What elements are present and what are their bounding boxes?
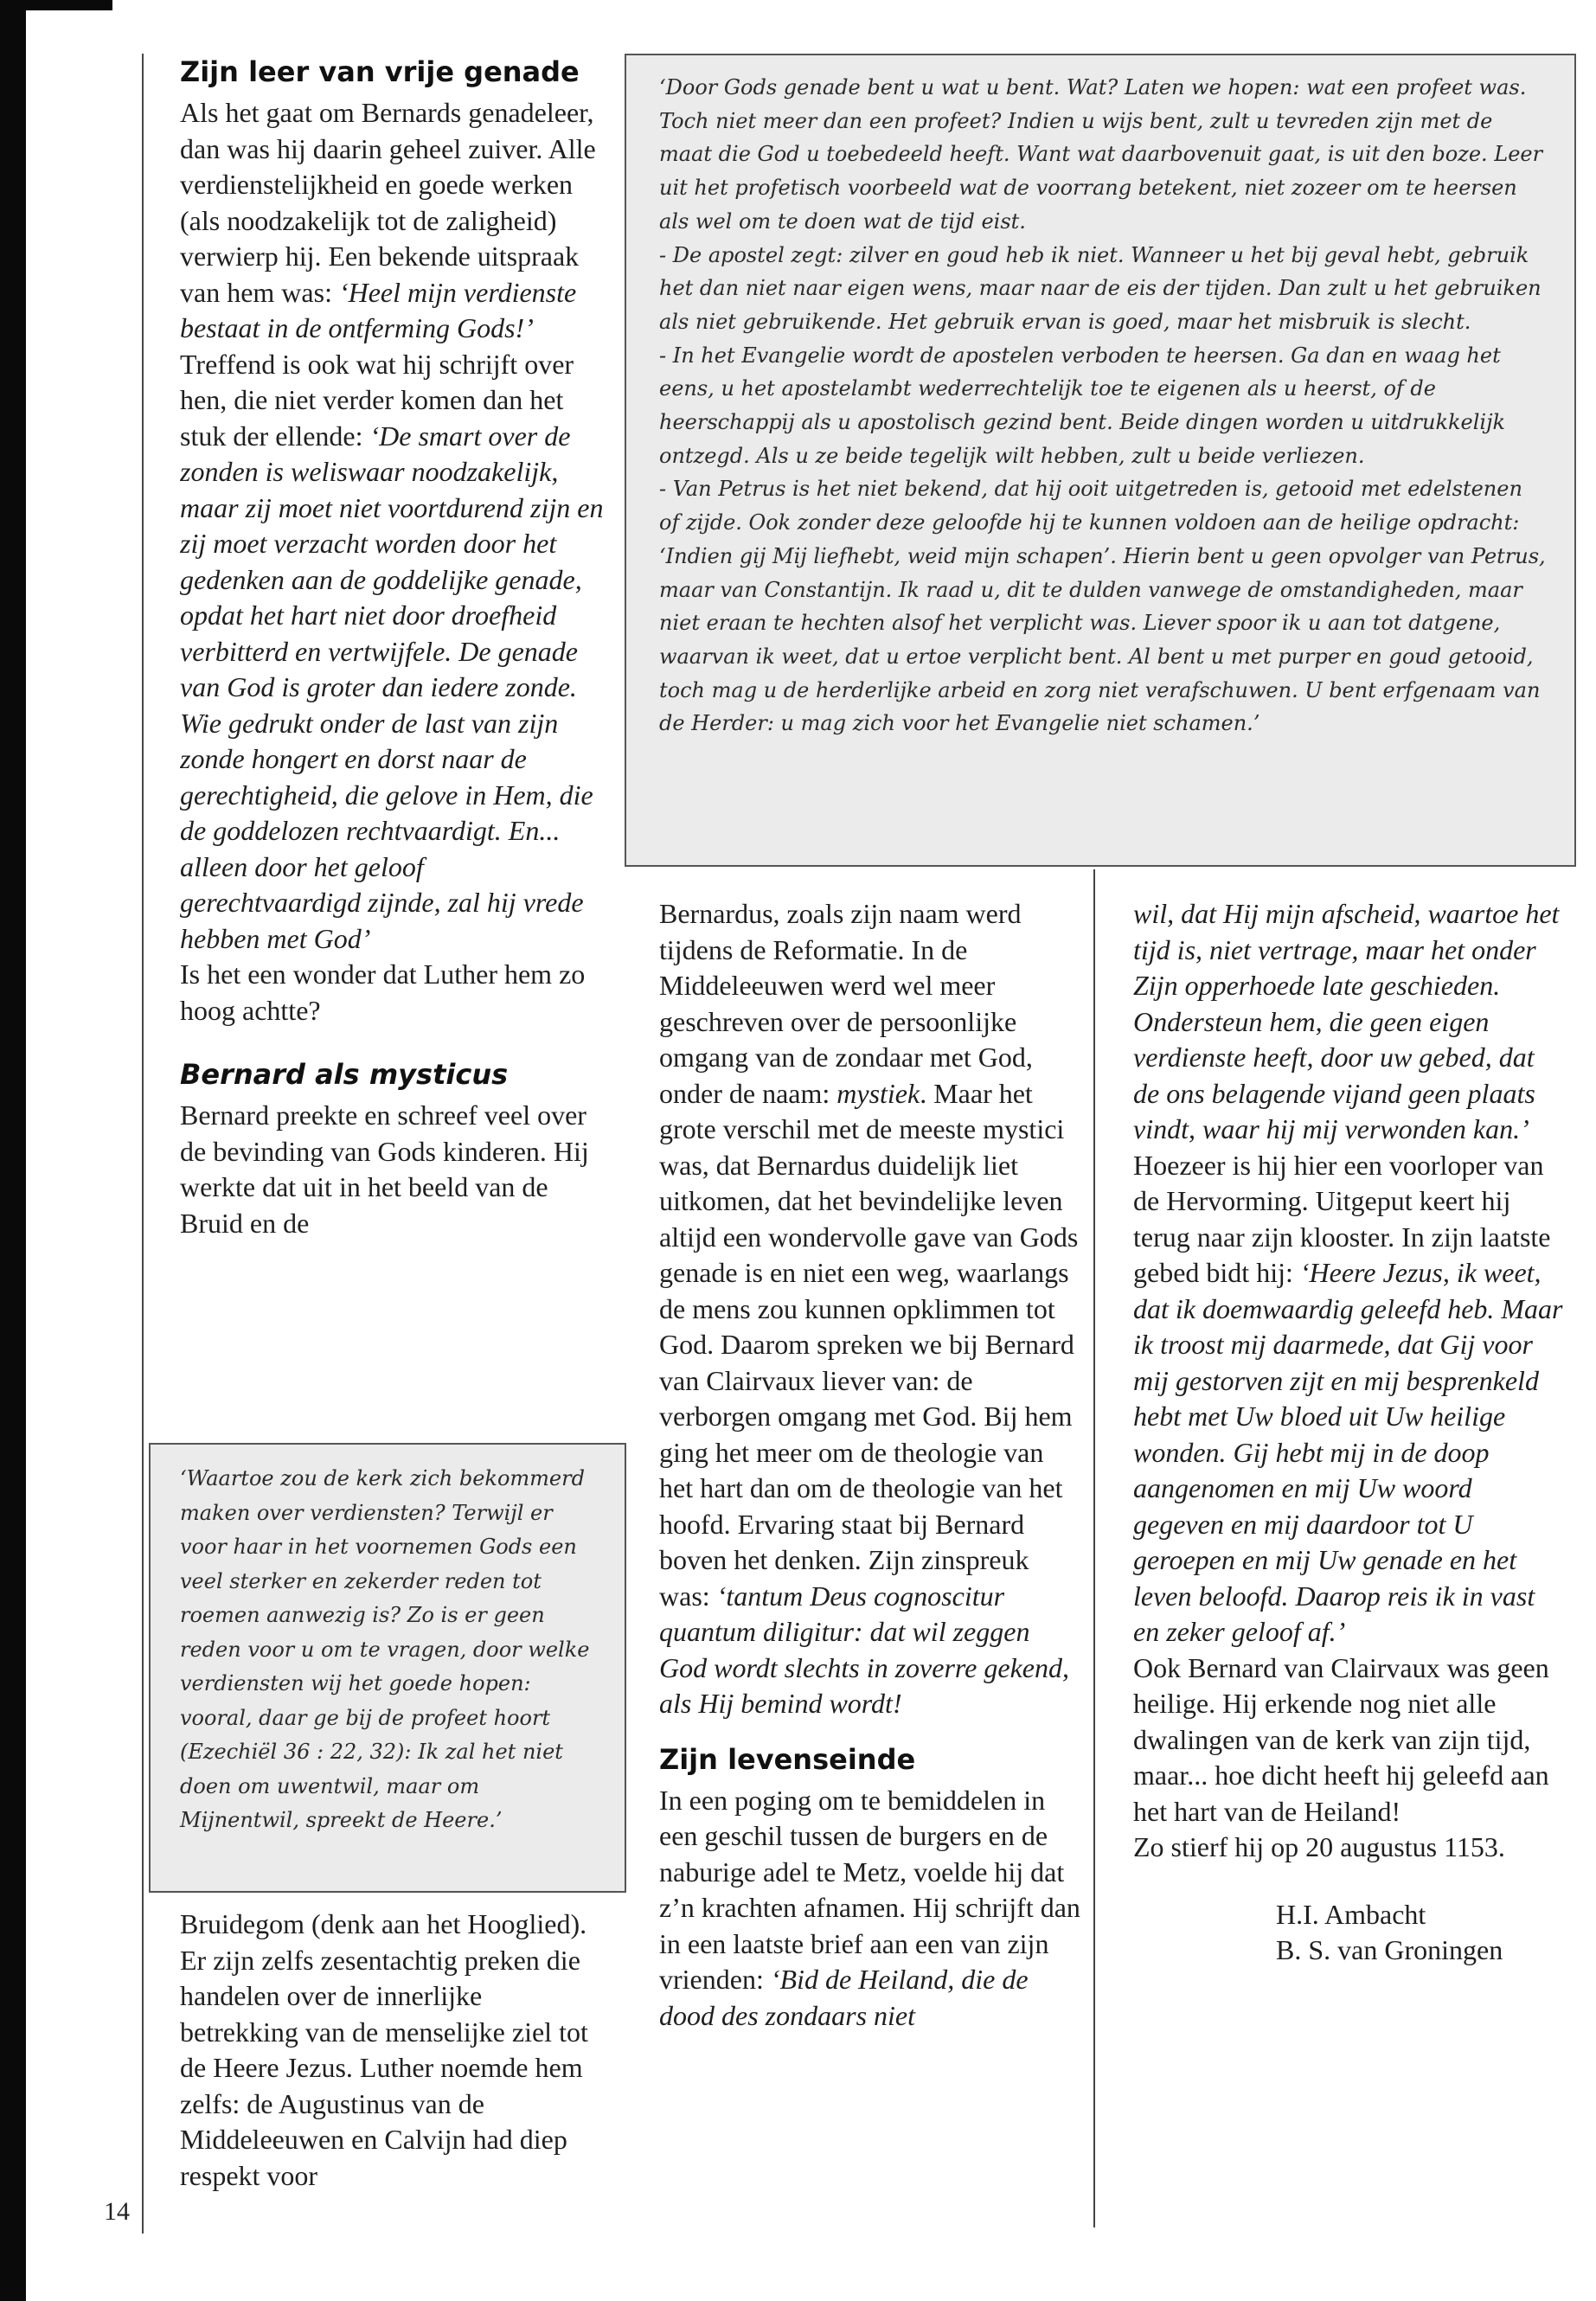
paragraph-bruidegom: Bruidegom (denk aan het Hooglied). Er zijn zelfs zesentachtig preken die handelen over de innerlijke betrekking van de menselijke ziel tot de Heere Jezus. Luther noemde hem zelfs: de Augustinus van de Middeleeuwen en Calvijn had diep respekt voor [180,1908,588,2191]
quote-box-para-2: - De apostel zegt: zilver en goud heb ik niet. Wanneer u het bij geval hebt, gebruik het dan niet naar eigen wens, maar naar de eis der tijden. Dan zult u het gebruiken als niet gebruikende. Het gebruik ervan is goed, maar het misbruik is slecht. [659,242,1542,334]
paragraph-luther: Is het een wonder dat Luther hem zo hoog achtte? [180,958,586,1026]
paragraph-stierf: Zo stierf hij op 20 augustus 1153. [1133,1831,1505,1862]
author-2: B. S. van Groningen [1276,1934,1503,1965]
quote-box-verdiensten [149,1443,626,1893]
heading-vrije-genade: Zijn leer van vrije genade [180,55,580,88]
quote-box-para-4: - Van Petrus is het niet bekend, dat hij ooit uitgetreden is, getooid met edelstenen of zijde. Ook zonder deze geloofde hij te kunnen voldoen aan de heilige opdracht: ‘Indien gij Mij liefhebt, weid mijn schapen’. Hierin bent u geen opvolger van Petrus, maar van Constantijn. Ik raad u, dit te dulden vanwege de omstandigheden, maar niet eraan te hechten alsof het verplicht was. Liever spoor ik u aan tot datgene, waarvan ik weet, dat u ertoe verplicht bent. Al bent u met purper en goud getooid, toch mag u de herderlijke arbeid en zorg niet verafschuwen. U bent erfgenaam van de Herder: u mag zich voor het Evangelie niet schamen.’ [659,477,1546,736]
paragraph-ellende: Treffend is ook wat hij schrijft over hen, die niet verder komen dan het stuk der ellende: ‘De smart over de zonden is weliswaar noodzakelijk, maar zij moet niet voortdurend zijn en zij moet verzacht worden door het gedenken aan de goddelijke genade, opdat het hart niet door droefheid verbitterd en vertwijfele. De genade van God is groter dan iedere zonde. Wie gedrukt onder de last van zijn zonde hongert en dorst naar de gerechtigheid, die gelove in Hem, die de goddelozen rechtvaardigt. En... alleen door het geloof gerechtvaardigd zijnde, zal hij vrede hebben met God’ [180,348,604,954]
column-1-top [180,52,604,1436]
paragraph-bevinding: Bernard preekte en schreef veel over de bevinding van Gods kinderen. Hij werkte dat uit in het beeld van de Bruid en de [180,1099,589,1239]
quote-box-para-3: - In het Evangelie wordt de apostelen verboden te heersen. Ga dan en waag het eens, u het apostelambt wederrechtelijk toe te eigenen als u heerst, of de heerschappij als u apostolisch gezind bent. Beide dingen worden u uitdrukkelijk ontzegd. Als u ze beide tegelijk wilt hebben, zult u beide verliezen. [659,343,1506,468]
paragraph-geen-heilige: Ook Bernard van Clairvaux was geen heilige. Hij erkende nog niet alle dwalingen van de kerk van zijn tijd, maar... hoe dicht heeft hij geleefd aan het hart van de Heiland! [1133,1651,1549,1827]
column-rule-left [142,54,144,2234]
heading-levenseinde: Zijn levenseinde [659,1742,916,1776]
paragraph-mystiek: Bernardus, zoals zijn naam werd tijdens de Reformatie. In de Middeleeuwen werd wel meer geschreven over de persoonlijke omgang van de zondaar met God, onder de naam: mystiek. Maar het grote verschil met de meeste mystici was, dat Bernardus duidelijk liet uitkomen, dat het bevindelijke leven altijd een wondervolle gave van Gods genade is en niet een weg, waarlangs de mens zou kunnen opklimmen tot God. Daarom spreken we bij Bernard van Clairvaux liever van: de verborgen omgang met God. Bij hem ging het meer om de theologie van het hart dan om de theologie van het hoofd. Ervaring staat bij Bernard boven het denken. Zijn zinspreuk was: ‘tantum Deus cognoscitur quantum diligitur: dat wil zeggen God wordt slechts in zoverre gekend, als Hij bemind wordt! [659,898,1079,1719]
paragraph-genadeleer: Als het gaat om Bernards genadeleer, dan was hij daarin geheel zuiver. Alle verdienstelijkheid en goede werken (als noodzakelijk tot de zaligheid) verwierp hij. Een bekende uitspraak van hem was: ‘Heel mijn verdienste bestaat in de ontferming Gods!’ [180,97,596,343]
column-3 [1133,896,1566,2263]
quote-verdienste: ‘Heel mijn verdienste bestaat in de ontferming Gods!’ [180,276,577,343]
author-1: H.I. Ambacht [1276,1898,1426,1930]
scan-top-mark [26,0,112,10]
page-number: 14 [104,2197,130,2226]
quote-box-genade [625,54,1576,867]
paragraph-metz: In een poging om te bemiddelen in een geschil tussen de burgers en de naburige adel te Metz, voelde hij dat z’n krachten afnamen. Hij schrijft dan in een laatste brief aan een van zijn vrienden: ‘Bid de Heiland, die de dood des zondaars niet [659,1784,1080,2031]
quote-bid-de-heiland: ‘Bid de Heiland, die de dood des zondaars niet [659,1964,1029,2031]
quote-box-para-1: ‘Door Gods genade bent u wat u bent. Wat? Laten we hopen: wat een profeet was. Toch niet meer dan een profeet? Indien u wijs bent, zult u tevreden zijn met de maat die God u toebedeeld heeft. Want wat daarbovenuit gaat, is uit den boze. Leer uit het profetisch voorbeeld wat de voorrang betekent, niet zozeer om te heersen als wel om te doen wat de tijd eist. [659,75,1543,234]
quote-box-verdiensten-text: ‘Waartoe zou de kerk zich bekommerd maken over verdiensten? Terwijl er voor haar in het voornemen Gods een veel sterker en zekerder reden tot roemen aanwezig is? Zo is er geen reden voor u om te vragen, door welke verdiensten wij het goede hopen: vooral, daar ge bij de profeet hoort (Ezechiël 36 : 22, 32): Ik zal het niet doen om uwentwil, maar om Mijnentwil, spreekt de Heere.’ [180,1466,590,1832]
column-2 [659,896,1083,2246]
word-mystiek: mystiek [836,1077,920,1109]
column-1-bottom [180,1907,604,2253]
quote-laatste-gebed: ‘Heere Jezus, ik weet, dat ik doemwaardig geleefd heb. Maar ik troost mij daarmede, dat Gij voor mij gestorven zijt en mij besprenkeld hebt met Uw bloed uit Uw heilige wonden. Gij hebt mij in de doop aangenomen en mij Uw woord gegeven en mij daardoor tot U geroepen en mij Uw genade en het leven beloofd. Daarop reis ik in vast en zeker geloof af.’ [1133,1257,1563,1647]
column-rule-middle [1093,869,1095,2227]
quote-afscheid: wil, dat Hij mijn afscheid, waartoe het tijd is, niet vertrage, maar het onder Zijn opperhoede late geschieden. Ondersteun hem, die geen eigen verdienste heeft, door uw gebed, dat de ons belagende vijand geen plaats vindt, waar hij mij verwonden kan.’ [1133,898,1560,1144]
quote-zinspreuk: ‘tantum Deus cognoscitur quantum diligitur: dat wil zeggen God wordt slechts in zoverre gekend, als Hij bemind wordt! [659,1580,1069,1719]
quote-smart: ‘De smart over de zonden is weliswaar noodzakelijk, maar zij moet niet voortdurend zijn en zij moet verzacht worden door het gedenken aan de goddelijke genade, opdat het hart niet door droefheid verbitterd en vertwijfele. De genade van God is groter dan iedere zonde. Wie gedrukt onder de last van zijn zonde hongert en dorst naar de gerechtigheid, die gelove in Hem, die de goddelozen rechtvaardigt. En... alleen door het geloof gerechtvaardigd zijnde, zal hij vrede hebben met God’ [180,420,604,954]
heading-mysticus: Bernard als mysticus [180,1058,509,1091]
paragraph-voorloper: Hoezeer is hij hier een voorloper van de Hervorming. Uitgeput keert hij terug naar zijn klooster. In zijn laatste gebed bidt hij: ‘Heere Jezus, ik weet, dat ik doemwaardig geleefd heb. Maar ik troost mij daarmede, dat Gij voor mij gestorven zijt en mij besprenkeld hebt met Uw bloed uit Uw heilige wonden. Gij hebt mij in de doop aangenomen en mij Uw woord gegeven en mij daardoor tot U geroepen en mij Uw genade en het leven beloofd. Daarop reis ik in vast en zeker geloof af.’ [1133,1149,1563,1647]
scan-edge [0,0,26,2301]
